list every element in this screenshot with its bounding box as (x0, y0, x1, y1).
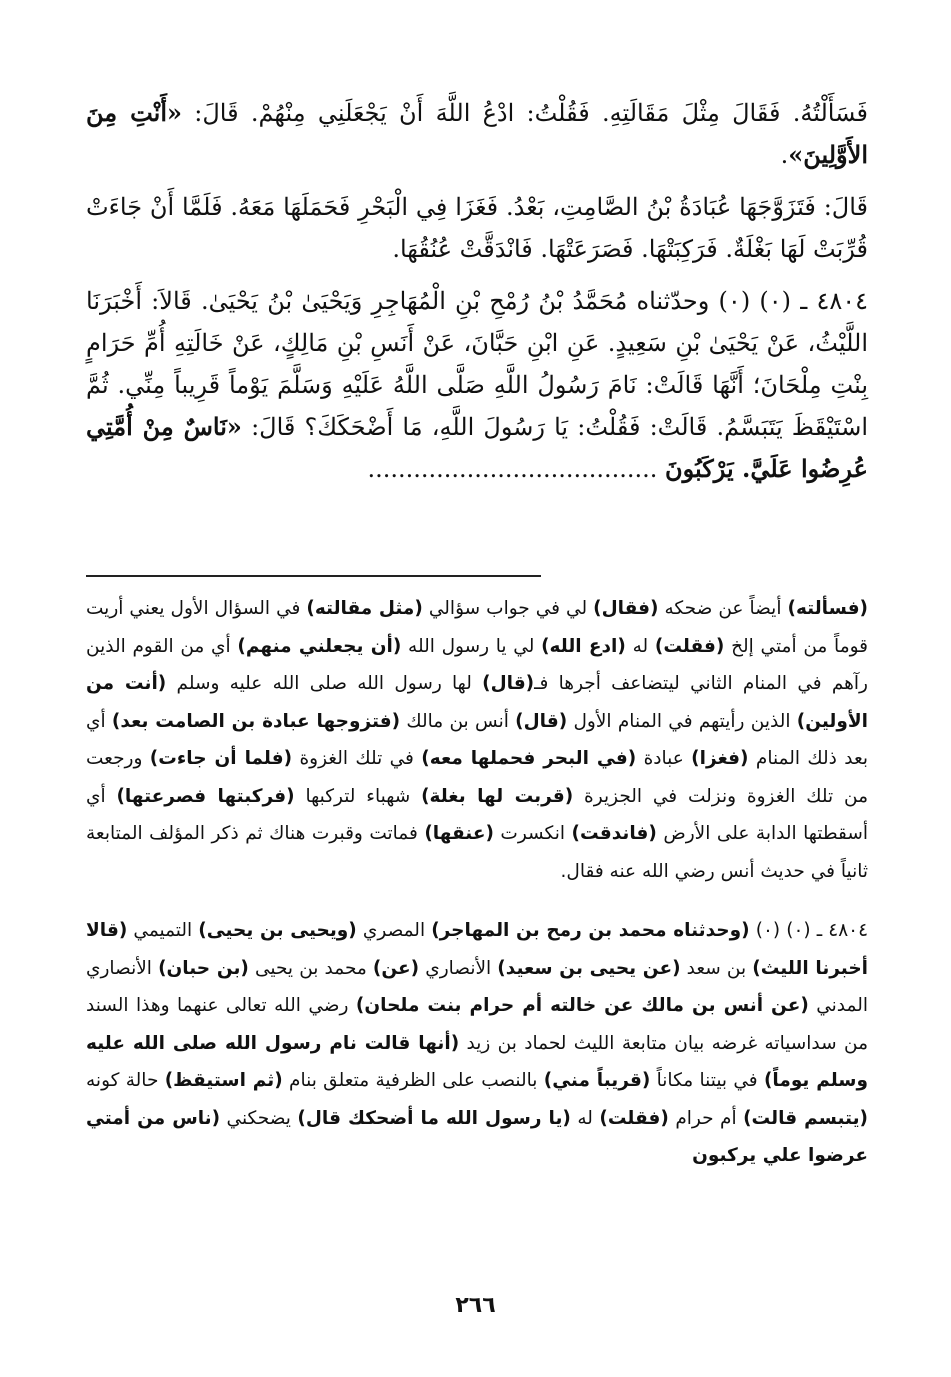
commentary-paragraph-2: ٤٨٠٤ ـ (٠) (٠) (وحدثناه محمد بن رمح بن المهاجر) المصري (ويحيى بن يحيى) التميمي (قالا أخبرنا الليث) بن سعد (عن يحيى بن سعيد) الأنصاري (عن) محمد بن يحيى (بن حبان) الأنصاري المدني (عن أنس بن مالك عن خالته أم حرام بنت ملحان) رضي الله تعالى عنهما وهذا السند من سداسياته غرضه بيان متابعة الليث لحماد بن زيد (أنها قالت نام رسول الله صلى الله عليه وسلم يوماً) في بيتنا مكاناً (قريباً مني) بالنصب على الظرفية متعلق بنام (ثم استيقظ) حالة كونه (يتبسم قالت) أم حرام (فقلت) له (يا رسول الله ما أضحكك قال) يضحكني (ناس من أمتي عرضوا علي يركبون (86, 920, 869, 1166)
hadith-line: فَسَأَلْتُهُ. فَقَالَ مِثْلَ مَقَالَتِهِ. فَقُلْتُ: ادْعُ اللَّهَ أَنْ يَجْعَلَنِي مِنْهُمْ. قَالَ: (182, 99, 868, 127)
hadith-paragraph-3 (86, 280, 868, 490)
hadith-paragraph-1 (86, 92, 868, 176)
prophet-saying: «أَنْتِ مِنَ الأَوَّلِينَ» (86, 98, 868, 169)
prophet-saying: «نَاسٌ مِنْ أُمَّتِي عُرِضُوا عَلَيَّ. يَرْكَبُونَ (86, 412, 868, 483)
commentary-text (86, 590, 868, 1197)
page-number: ٢٦٦ (455, 1293, 496, 1318)
punctuation: . (780, 141, 789, 169)
commentary-paragraph-1: (فسألته) أيضاً عن ضحكه (فقال) لي في جواب سؤالي (مثل مقالته) في السؤال الأول يعني أريت قوماً من أمتي إلخ (فقلت) له (ادع الله) لي يا رسول الله (أن يجعلني منهم) أي من القوم الذين رآهم في المنام الثاني ليتضاعف أجرها فـ(قال) لها رسول الله صلى الله عليه وسلم (أنت من الأولين) الذين رأيتهم في المنام الأول (قال) أنس بن مالك (فتزوجها عبادة بن الصامت بعد) أي بعد ذلك المنام (فغزا) عبادة (في البحر فحملها معه) في تلك الغزوة (فلما أن جاءت) ورجعت من تلك الغزوة ونزلت في الجزيرة (قربت لها بغلة) شهباء لتركبها (فركبتها فصرعتها) أي أسقطتها الدابة على الأرض (فاندقت) انكسرت (عنقها) فماتت وقبرت هناك ثم ذكر المؤلف المتابعة ثانياً في حديث أنس رضي الله عنه فقال. (86, 598, 869, 882)
separator-line (86, 575, 541, 577)
ellipsis-dots: ...................................... (367, 455, 666, 483)
hadith-paragraph-2 (86, 186, 868, 270)
hadith-text (86, 92, 868, 500)
hadith-line: قَالَ: فَتَزَوَّجَهَا عُبَادَةُ بْنُ الصَّامِتِ، بَعْدُ. فَغَزَا فِي الْبَحْرِ فَحَمَلَهَا مَعَهُ. فَلَمَّا أَنْ جَاءَتْ قُرِّبَتْ لَهَا بَغْلَةٌ. فَرَكِبَتْهَا. فَصَرَعَتْهَا. فَانْدَقَّتْ عُنُقُهَا. (86, 193, 868, 263)
hadith-line: ٤٨٠٤ ـ (٠) (٠) وحدّثناه مُحَمَّدُ بْنُ رُمْحِ بْنِ الْمُهَاجِرِ وَيَحْيَىٰ بْنُ يَحْيَىٰ. قَالاَ: أَخْبَرَنَا اللَّيْثُ، عَنْ يَحْيَىٰ بْنِ سَعِيدٍ. عَنِ ابْنِ حَبَّانَ، عَنْ أَنَسِ بْنِ مَالِكٍ، عَنْ خَالَتِهِ أُمِّ حَرَامٍ بِنْتِ مِلْحَانَ؛ أَنَّهَا قَالَتْ: نَامَ رَسُولُ اللَّهِ صَلَّى اللَّهُ عَلَيْهِ وَسَلَّمَ يَوْماً قَرِيباً مِنِّي. ثُمَّ اسْتَيْقَظَ يَتَبَسَّمُ. قَالَتْ: فَقُلْتُ: يَا رَسُولَ اللَّهِ، مَا أَضْحَكَكَ؟ قَالَ: (86, 287, 869, 441)
